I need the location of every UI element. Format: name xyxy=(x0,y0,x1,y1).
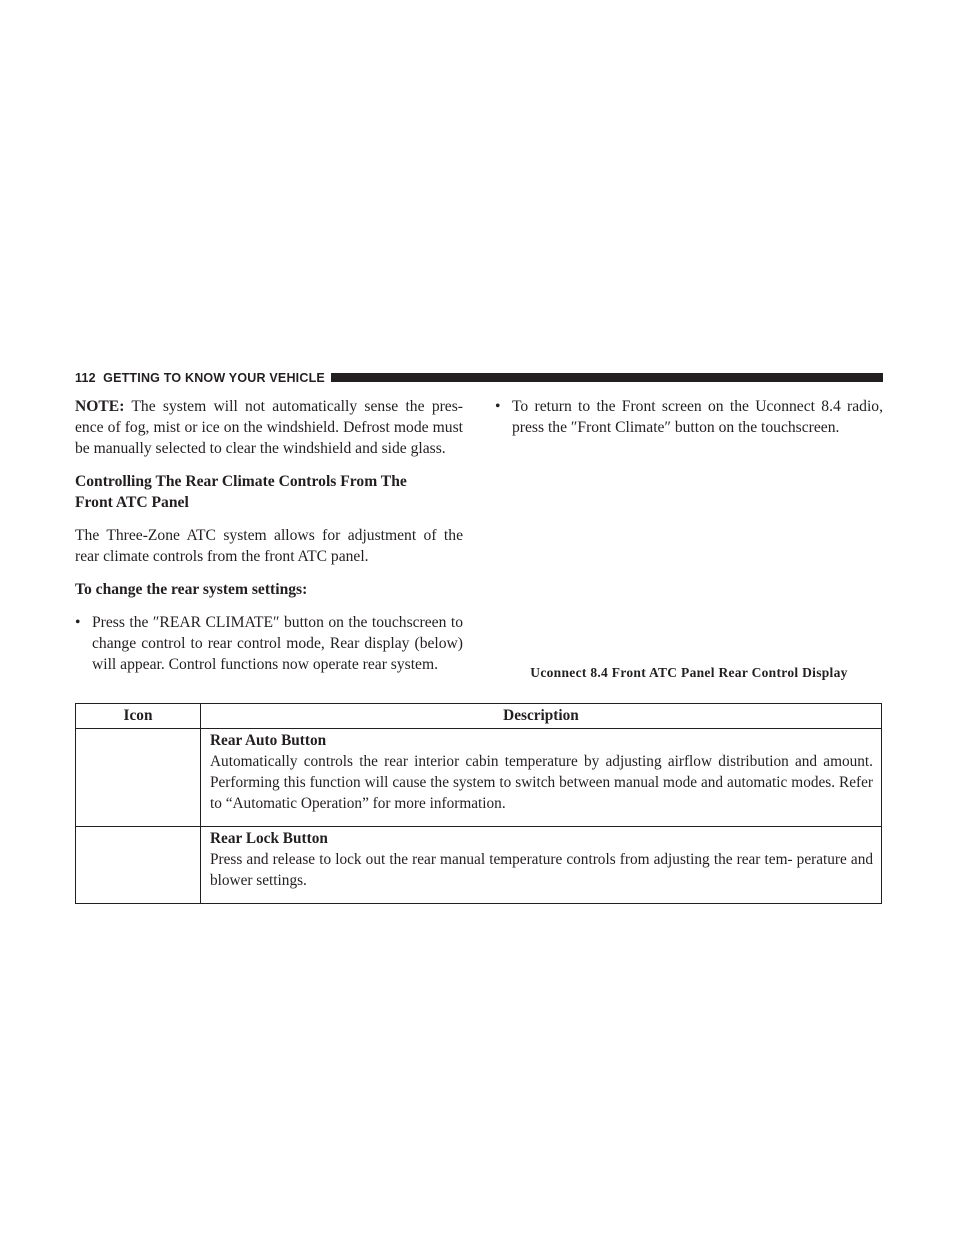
description-cell xyxy=(201,827,882,904)
right-column xyxy=(495,396,883,438)
note-label: NOTE: xyxy=(75,398,125,415)
header-text xyxy=(75,370,331,386)
description-cell xyxy=(201,729,882,827)
bullet-text: To return to the Front screen on the Uconnect 8.4 radio, press the ″Front Climate″ button on the touchscreen. xyxy=(512,398,883,436)
row-title: Rear Auto Button xyxy=(210,732,327,749)
heading-line-2: Front ATC Panel xyxy=(75,494,189,511)
bullet-text: Press the ″REAR CLIMATE″ button on the touchscreen to change control to rear control mode, Rear display (below) will appear. Control functions now operate rear system. xyxy=(92,614,463,673)
section-heading xyxy=(75,471,463,513)
heading-line-1: Controlling The Rear Climate Controls From The xyxy=(75,473,407,490)
row-text: Press and release to lock out the rear manual temperature controls from adjusting the rear tem- perature and blower settings. xyxy=(210,851,873,889)
table-header-row xyxy=(76,704,882,729)
row-title: Rear Lock Button xyxy=(210,830,328,847)
row-text: Automatically controls the rear interior cabin temperature by adjusting airflow distribution and amount. Performing this function will cause the system to switch between manual mode and automatic modes. Refer to “Automatic Operation” for more information. xyxy=(210,753,873,812)
intro-paragraph: The Three-Zone ATC system allows for adjustment of the rear climate controls from the front ATC panel. xyxy=(75,527,463,565)
list-item xyxy=(495,396,883,438)
page-number: 112 xyxy=(75,371,96,385)
note-text: The system will not automatically sense the pres- ence of fog, mist or ice on the windshield. Defrost mode must be manually selected to clear the windshield and side glass. xyxy=(75,398,463,457)
icon-description-table xyxy=(75,703,882,904)
page-header xyxy=(75,370,883,386)
icon-cell xyxy=(76,729,201,827)
table-row xyxy=(76,729,882,827)
description-column-header: Description xyxy=(201,704,882,729)
note-paragraph xyxy=(75,396,463,459)
bullet-icon: • xyxy=(75,614,81,631)
subheading: To change the rear system settings: xyxy=(75,581,308,598)
icon-cell xyxy=(76,827,201,904)
list-item xyxy=(75,612,463,675)
left-column xyxy=(75,396,463,675)
figure-caption: Uconnect 8.4 Front ATC Panel Rear Control Display xyxy=(530,665,848,680)
bullet-icon: • xyxy=(495,398,501,415)
table-row xyxy=(76,827,882,904)
section-title: GETTING TO KNOW YOUR VEHICLE xyxy=(103,371,325,385)
icon-column-header: Icon xyxy=(76,704,201,729)
